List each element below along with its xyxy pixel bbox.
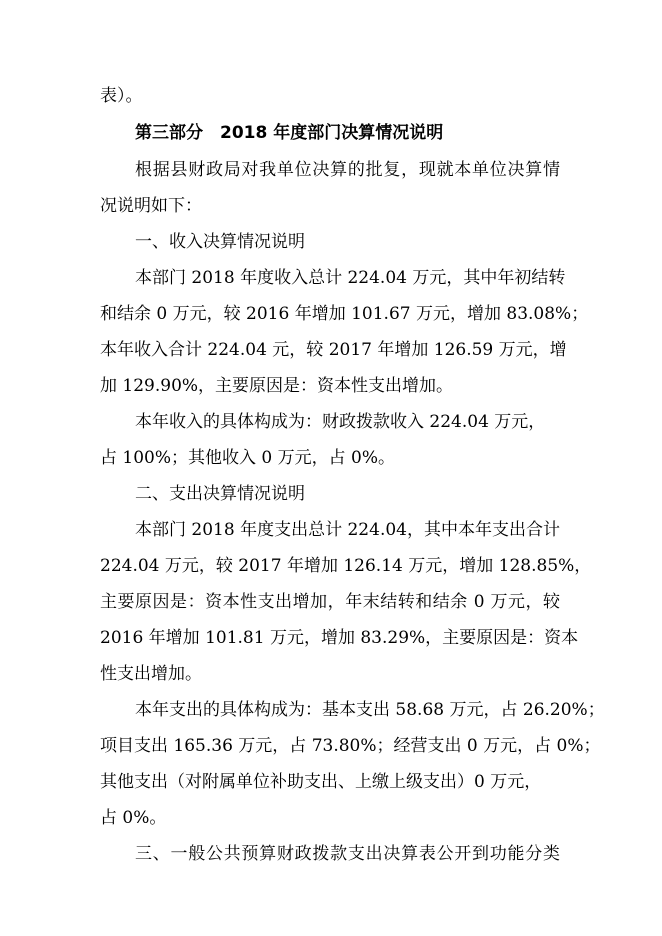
- text-line: 本部门 2018 年度支出总计 224.04，其中本年支出合计: [135, 520, 560, 540]
- text-line: 224.04 万元，较 2017 年增加 126.14 万元，增加 128.85%，: [100, 556, 592, 576]
- text-line: 项目支出 165.36 万元，占 73.80%；经营支出 0 万元，占 0%；: [100, 736, 601, 756]
- subheading-income: 一、收入决算情况说明: [135, 232, 305, 252]
- text-line: 本年支出的具体构成为：基本支出 58.68 万元，占 26.20%；: [135, 700, 605, 720]
- subheading-expenditure: 二、支出决算情况说明: [135, 484, 305, 504]
- text-line: 加 129.90%，主要原因是：资本性支出增加。: [100, 376, 454, 396]
- text-line: 主要原因是：资本性支出增加，年末结转和结余 0 万元，较: [100, 592, 560, 612]
- text-line: 占 0%。: [100, 808, 167, 828]
- text-line: 本年收入的具体构成为：财政拨款收入 224.04 万元，: [135, 412, 546, 432]
- subheading-general-budget: 三、一般公共预算财政拨款支出决算表公开到功能分类: [135, 844, 560, 864]
- text-line: 性支出增加。: [100, 664, 202, 684]
- text-line-continuation: 表）。: [100, 86, 143, 106]
- section-heading-part-three: 第三部分 2018 年度部门决算情况说明: [135, 123, 444, 143]
- text-line: 况说明如下：: [100, 196, 202, 216]
- text-line: 2016 年增加 101.81 万元，增加 83.29%，主要原因是：资本: [100, 628, 579, 648]
- text-line: 和结余 0 万元，较 2016 年增加 101.67 万元，增加 83.08%；: [100, 304, 589, 324]
- text-line: 根据县财政局对我单位决算的批复，现就本单位决算情: [135, 160, 560, 180]
- text-line: 本年收入合计 224.04 元，较 2017 年增加 126.59 万元，增: [100, 340, 567, 360]
- text-line: 其他支出（对附属单位补助支出、上缴上级支出）0 万元，: [100, 772, 542, 792]
- text-line: 本部门 2018 年度收入总计 224.04 万元，其中年初结转: [135, 268, 566, 288]
- text-line: 占 100%；其他收入 0 万元，占 0%。: [100, 448, 396, 468]
